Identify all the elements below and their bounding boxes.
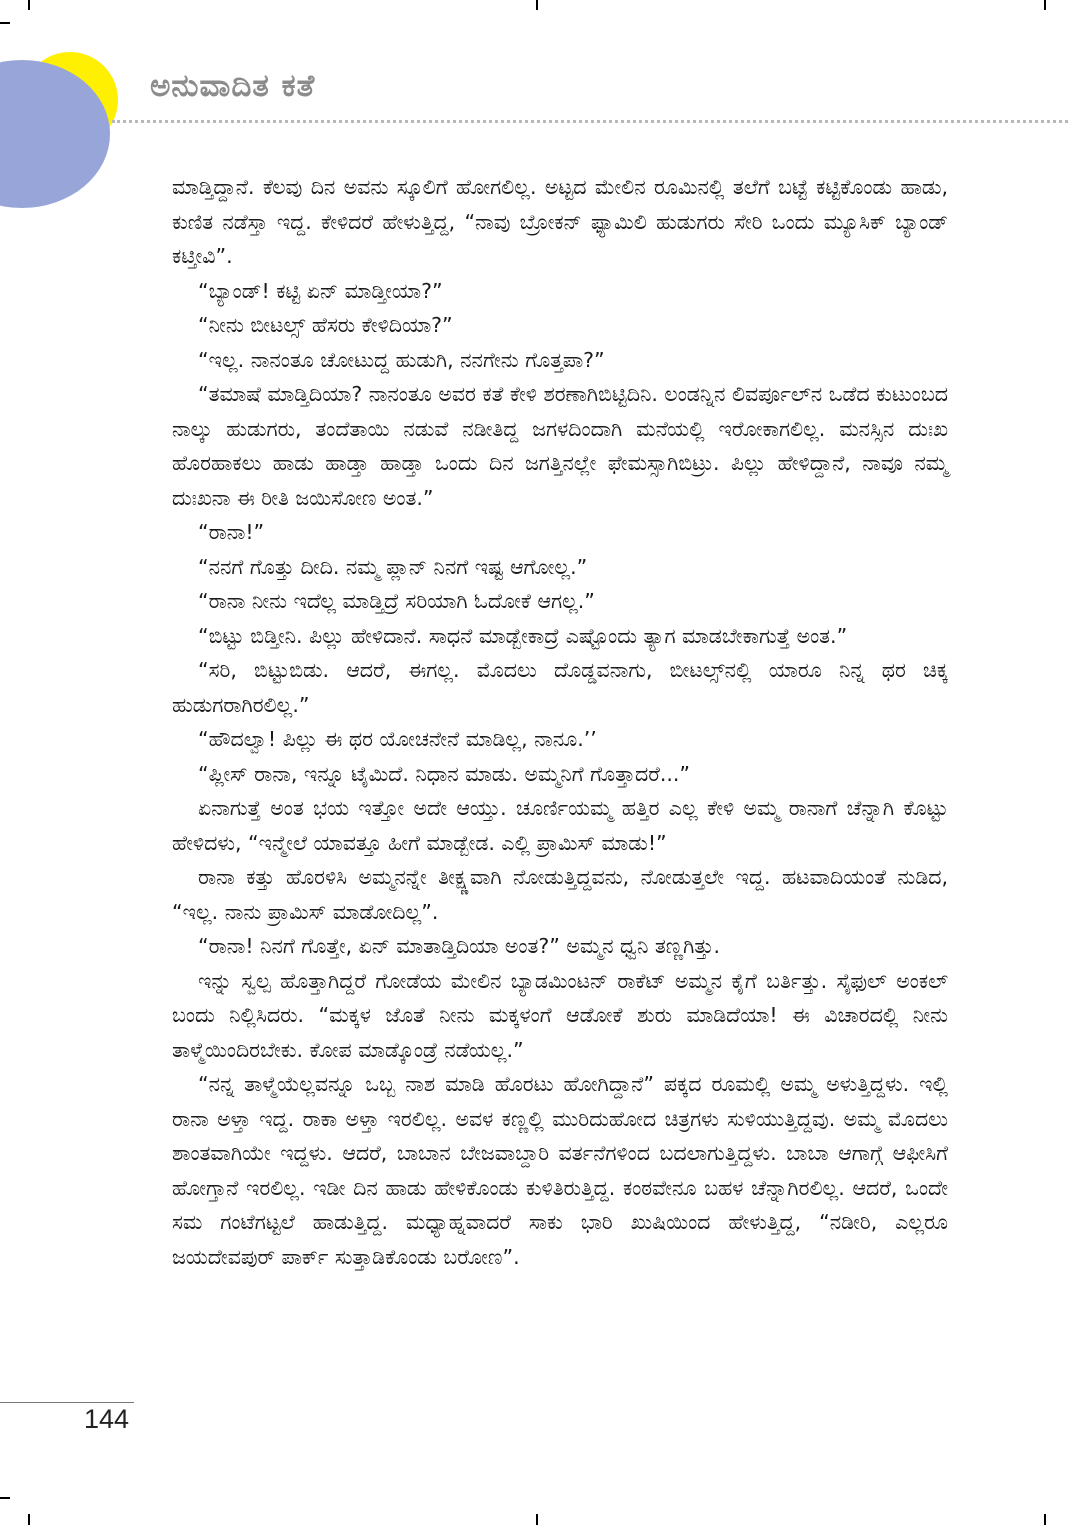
paragraph: “ನೀನು ಬೀಟಲ್ಸ್ ಹೆಸರು ಕೇಳಿದಿಯಾ?”	[198, 313, 453, 337]
story-body	[172, 170, 948, 1274]
paragraph: “ರಾನಾ! ನಿನಗೆ ಗೊತ್ತೇ, ಏನ್ ಮಾತಾಡ್ತಿದಿಯಾ ಅಂತ?” ಅಮ್ಮನ ಧ್ವನಿ ತಣ್ಣಗಿತ್ತು.	[198, 934, 721, 958]
footer-rule	[0, 1402, 134, 1403]
paragraph: “ಹೌದಲ್ವಾ! ಪಿಲ್ಲು ಈ ಥರ ಯೋಚನೇನೆ ಮಾಡಿಲ್ಲ, ನಾನೂ.’’	[198, 727, 597, 751]
crop-mark-left-top	[0, 22, 10, 24]
crop-mark-bottom-left	[28, 1514, 30, 1525]
paragraph: “ಸರಿ, ಬಿಟ್ಟುಬಿಡು. ಆದರೆ, ಈಗಲ್ಲ. ಮೊದಲು ದೊಡ್ಡವನಾಗು, ಬೀಟಲ್ಸ್‌ನಲ್ಲಿ ಯಾರೂ ನಿನ್ನ ಥರ ಚಿಕ್ಕ ಹುಡುಗರಾಗಿರಲಿಲ್ಲ.”	[172, 658, 948, 717]
paragraph: “ನನ್ನ ತಾಳ್ಮೆಯೆಲ್ಲವನ್ನೂ ಒಬ್ಬ ನಾಶ ಮಾಡಿ ಹೊರಟು ಹೋಗಿದ್ದಾನೆ” ಪಕ್ಕದ ರೂಮಲ್ಲಿ ಅಮ್ಮ ಅಳುತ್ತಿದ್ದಳು. ಇಲ್ಲಿ ರಾನಾ ಅಳ್ತಾ ಇದ್ದ. ರಾಕಾ ಅಳ್ತಾ ಇರಲಿಲ್ಲ. ಅವಳ ಕಣ್ಣಲ್ಲಿ ಮುರಿದುಹೋದ ಚಿತ್ರಗಳು ಸುಳಿಯುತ್ತಿದ್ದವು. ಅಮ್ಮ ಮೊದಲು ಶಾಂತವಾಗಿಯೇ ಇದ್ದಳು. ಆದರೆ, ಬಾಬಾನ ಬೇಜವಾಬ್ದಾರಿ ವರ್ತನೆಗಳಿಂದ ಬದಲಾಗುತ್ತಿದ್ದಳು. ಬಾಬಾ ಆಗಾಗ್ಗೆ ಆಫೀಸಿಗೆ ಹೋಗ್ತಾನೆ ಇರಲಿಲ್ಲ. ಇಡೀ ದಿನ ಹಾಡು ಹೇಳಿಕೊಂಡು ಕುಳಿತಿರುತ್ತಿದ್ದ. ಕಂಠವೇನೂ ಬಹಳ ಚೆನ್ನಾಗಿರಲಿಲ್ಲ. ಆದರೆ, ಒಂದೇ ಸಮ ಗಂಟೆಗಟ್ಟಲೆ ಹಾಡುತ್ತಿದ್ದ. ಮಧ್ಯಾಹ್ನವಾದರೆ ಸಾಕು ಭಾರಿ ಖುಷಿಯಿಂದ ಹೇಳುತ್ತಿದ್ದ, “ನಡೀರಿ, ಎಲ್ಲರೂ ಜಯದೇವಪುರ್ ಪಾರ್ಕ್ ಸುತ್ತಾಡಿಕೊಂಡು ಬರೋಣ”.	[172, 1072, 948, 1269]
paragraph: “ಇಲ್ಲ. ನಾನಂತೂ ಚೋಟುದ್ದ ಹುಡುಗಿ, ನನಗೇನು ಗೊತ್ತಪಾ?”	[198, 347, 605, 372]
paragraph: “ರಾನಾ ನೀನು ಇದೆಲ್ಲ ಮಾಡ್ತಿದ್ರೆ ಸರಿಯಾಗಿ ಓದೋಕೆ ಆಗಲ್ಲ.”	[198, 589, 595, 613]
crop-mark-bottom-right	[1044, 1514, 1046, 1525]
paragraph: “ಪ್ಲೀಸ್ ರಾನಾ, ಇನ್ನೂ ಟೈಮಿದೆ. ನಿಧಾನ ಮಾಡು. ಅಮ್ಮನಿಗೆ ಗೊತ್ತಾದರೆ...”	[198, 761, 691, 786]
crop-mark-top-center	[536, 0, 538, 10]
paragraph: ರಾನಾ ಕತ್ತು ಹೊರಳಿಸಿ ಅಮ್ಮನನ್ನೇ ತೀಕ್ಷ್ಣವಾಗಿ ನೋಡುತ್ತಿದ್ದವನು, ನೋಡುತ್ತಲೇ ಇದ್ದ. ಹಟವಾದಿಯಂತೆ ನುಡಿದ, “ಇಲ್ಲ. ನಾನು ಪ್ರಾಮಿಸ್ ಮಾಡೋದಿಲ್ಲ”.	[172, 865, 948, 924]
paragraph: “ತಮಾಷೆ ಮಾಡ್ತಿದಿಯಾ? ನಾನಂತೂ ಅವರ ಕತೆ ಕೇಳಿ ಶರಣಾಗಿಬಿಟ್ಟಿದಿನಿ. ಲಂಡನ್ನಿನ ಲಿವರ್ಪೂಲ್‌ನ ಒಡೆದ ಕುಟುಂಬದ ನಾಲ್ಕು ಹುಡುಗರು, ತಂದೆತಾಯಿ ನಡುವೆ ನಡೀತಿದ್ದ ಜಗಳದಿಂದಾಗಿ ಮನೆಯಲ್ಲಿ ಇರೋಕಾಗಲಿಲ್ಲ. ಮನಸ್ಸಿನ ದುಃಖ ಹೊರಹಾಕಲು ಹಾಡು ಹಾಡ್ತಾ ಹಾಡ್ತಾ ಒಂದು ದಿನ ಜಗತ್ತಿನಲ್ಲೇ ಫೇಮಸ್ಸಾಗಿಬಿಟ್ರು. ಪಿಲ್ಲು ಹೇಳಿದ್ದಾನೆ, ನಾವೂ ನಮ್ಮ ದುಃಖನಾ ಈ ರೀತಿ ಜಯಿಸೋಣ ಅಂತ.”	[172, 382, 948, 510]
paragraph: “ರಾನಾ!”	[198, 520, 265, 544]
crop-mark-top-right	[1044, 0, 1046, 10]
paragraph: ಮಾಡ್ತಿದ್ದಾನೆ. ಕೆಲವು ದಿನ ಅವನು ಸ್ಕೂಲಿಗೆ ಹೋಗಲಿಲ್ಲ. ಅಟ್ಟದ ಮೇಲಿನ ರೂಮಿನಲ್ಲಿ ತಲೆಗೆ ಬಟ್ಟೆ ಕಟ್ಟಿಕೊಂಡು ಹಾಡು, ಕುಣಿತ ನಡೆಸ್ತಾ ಇದ್ದ. ಕೇಳಿದರೆ ಹೇಳುತ್ತಿದ್ದ, “ನಾವು ಬ್ರೋಕನ್ ಫ್ಯಾಮಿಲಿ ಹುಡುಗರು ಸೇರಿ ಒಂದು ಮ್ಯೂಸಿಕ್ ಬ್ಯಾಂಡ್ ಕಟ್ತೀವಿ”.	[172, 175, 948, 268]
section-title: ಅನುವಾದಿತ ಕತೆ	[150, 68, 316, 104]
paragraph: “ನನಗೆ ಗೊತ್ತು ದೀದಿ. ನಮ್ಮ ಪ್ಲಾನ್ ನಿನಗೆ ಇಷ್ಟ ಆಗೋಲ್ಲ.”	[198, 554, 588, 579]
paragraph: “ಬಿಟ್ಟು ಬಿಡ್ತೀನಿ. ಪಿಲ್ಲು ಹೇಳಿದಾನೆ. ಸಾಧನೆ ಮಾಡ್ಬೇಕಾದ್ರೆ ಎಷ್ಟೊಂದು ತ್ಯಾಗ ಮಾಡಬೇಕಾಗುತ್ತೆ ಅಂತ.”	[198, 623, 848, 648]
paragraph: “ಬ್ಯಾಂಡ್! ಕಟ್ಟಿ ಏನ್ ಮಾಡ್ತೀಯಾ?”	[198, 278, 443, 303]
header-dotted-rule	[112, 120, 1068, 123]
page-number: 144	[84, 1404, 130, 1434]
crop-mark-left-bottom	[0, 1497, 10, 1499]
crop-mark-top-left	[28, 0, 30, 10]
paragraph: ಇನ್ನು ಸ್ವಲ್ಪ ಹೊತ್ತಾಗಿದ್ದರೆ ಗೋಡೆಯ ಮೇಲಿನ ಬ್ಯಾಡಮಿಂಟನ್ ರಾಕೆಟ್ ಅಮ್ಮನ ಕೈಗೆ ಬರ್ತಿತ್ತು. ಸೈಫುಲ್ ಅಂಕಲ್ ಬಂದು ನಿಲ್ಲಿಸಿದರು. “ಮಕ್ಕಳ ಜೊತೆ ನೀನು ಮಕ್ಕಳಂಗೆ ಆಡೋಕೆ ಶುರು ಮಾಡಿದೆಯಾ! ಈ ವಿಚಾರದಲ್ಲಿ ನೀನು ತಾಳ್ಮೆಯಿಂದಿರಬೇಕು. ಕೋಪ ಮಾಡ್ಕೊಂಡ್ರೆ ನಡೆಯಲ್ಲ.”	[172, 968, 948, 1062]
crop-mark-bottom-center	[536, 1514, 538, 1525]
paragraph: ಏನಾಗುತ್ತೆ ಅಂತ ಭಯ ಇತ್ತೋ ಅದೇ ಆಯ್ತು. ಚೂರ್ಣಿಯಮ್ಮ ಹತ್ತಿರ ಎಲ್ಲ ಕೇಳಿ ಅಮ್ಮ ರಾನಾಗೆ ಚೆನ್ನಾಗಿ ಕೊಟ್ಟು ಹೇಳಿದಳು, “ಇನ್ಮೇಲೆ ಯಾವತ್ತೂ ಹೀಗೆ ಮಾಡ್ಬೇಡ. ಎಲ್ಲಿ ಪ್ರಾಮಿಸ್ ಮಾಡು!”	[172, 796, 948, 855]
